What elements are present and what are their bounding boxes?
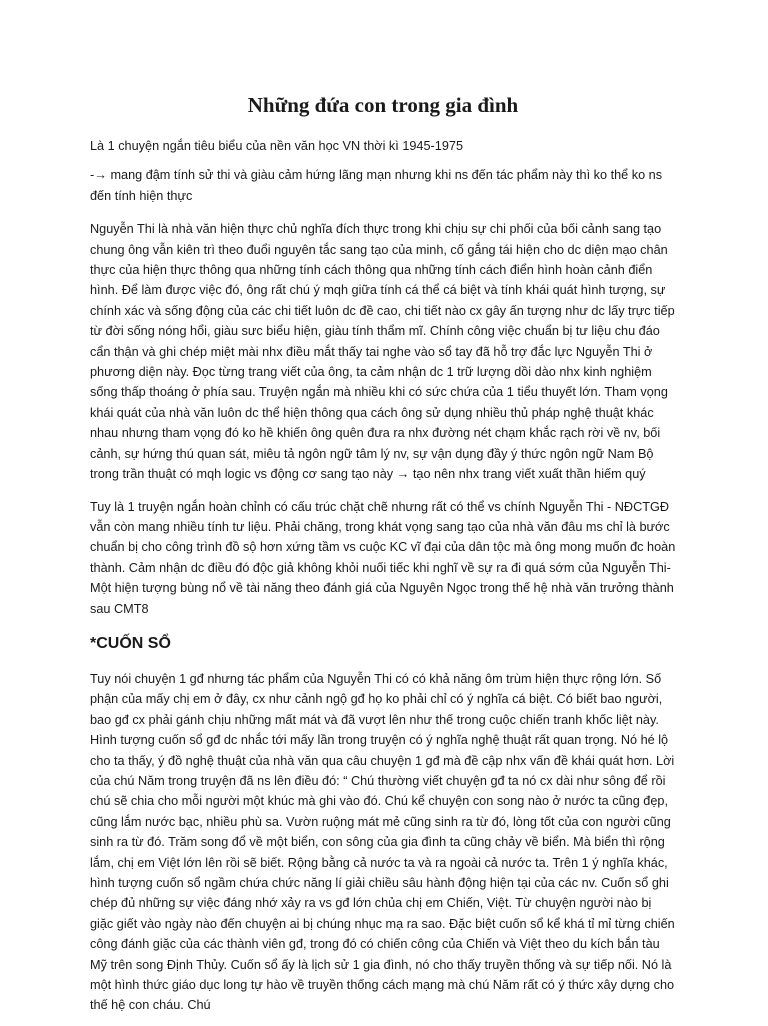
paragraph-1: Nguyễn Thi là nhà văn hiện thực chủ nghĩa đích thực trong khi chịu sự chi phối của bối cảnh sang tạo chung ông vẫn kiên trì theo đuổi nguyên tắc sang tạo của minh, cố gắng tái hiện cho dc diện mạo chân thực của hiện thực thông qua những tính cách thông qua những tính cách điển hình hoàn cảnh điển hình. Để làm được việc đó, ông rất chú ý mqh giữa tính cá thể cá biệt và tính khái quát hình tượng, sự chính xác và sống động của các chi tiết luôn dc đề cao, chi tiết nào cx gây ấn tượng như dc lấy trực tiếp từ đời sống nóng hổi, giàu sưc biểu hiện, giàu tính thẩm mĩ. Chính công việc chuẩn bị tư liệu chu đáo cẩn thận và ghi chép miệt mài nhx điều mắt thấy tai nghe vào sổ tay đã hỗ trợ đắc lực Nguyễn Thi ở phương diện này. Đọc từng trang viết của ông, ta cảm nhận dc 1 trữ lượng dồi dào nhx kinh nghiệm sống thấp thoáng ở phía sau. Truyện ngắn mà nhiều khi có sức chứa của 1 tiểu thuyết lớn. Tham vọng khái quát của nhà văn luôn dc thể hiện thông qua cách ông sử dụng nhiều thủ pháp nghệ thuật khác nhau nhưng tham vọng đó ko hề khiến ông quên đưa ra nhx đường nét chạm khắc rạch rời về nv, bối cảnh, sự hứng thú quan sát, miêu tả ngôn ngữ tâm lý nv, sự vận dụng đầy ý thức ngôn ngữ Nam Bộ trong trần thuật có mqh logic vs động cơ sang tạo này → tạo nên nhx trang viết xuất thần hiếm quý — [90, 222, 675, 482]
intro-line: Là 1 chuyện ngắn tiêu biểu của nền văn học VN thời kì 1945-1975 — [90, 139, 463, 153]
document-page — [90, 92, 676, 1026]
arrow-line: -→ mang đậm tính sử thi và giàu cảm hứng lãng mạn nhưng khi ns đến tác phẩm này thì ko thể ko ns đến tính hiện thực — [90, 168, 663, 203]
section-heading: *CUỐN SỔ — [90, 634, 171, 652]
paragraph-3: Tuy nói chuyện 1 gđ nhưng tác phẩm của Nguyễn Thi có có khả năng ôm trùm hiện thực rộng lớn. Số phận của mấy chị em ở đây, cx như cảnh ngộ gđ họ ko phải chỉ có ý nghĩa cá biệt. Có biết bao người, bao gđ cx phải gánh chịu những mất mát và đã vượt lên như thế trong cuộc chiến tranh khốc liệt này. Hình tượng cuốn sổ gđ dc nhắc tới mấy lần trong truyện có ý nghĩa nghệ thuật rất quan trọng. Nó hé lộ cho ta thấy, ý đồ nghệ thuật của nhà văn qua câu chuyện 1 gđ mà đề cập nhx vấn đề khái quát hơn. Lời của chú Năm trong truyện đã ns lên điều đó: “ Chú thường viết chuyện gđ ta nó cx dài như sông để rồi chú sẽ chia cho mỗi người một khúc mà ghi vào đó. Chú kể chuyện con song nào ở nước ta cũng đẹp, cũng lắm nước bạc, nhiều phù sa. Vườn ruộng mát mẻ cũng sinh ra từ đó, lòng tốt của con người cũng sinh ra từ đó. Trăm song đổ về một biển, con sông của gia đình ta cũng chảy về biển. Mà biển thì rộng lắm, chị em Việt lớn lên rồi sẽ biết. Rộng bằng cả nước ta và ra ngoài cả nước ta. Trên 1 ý nghĩa khác, hình tượng cuốn sổ ngầm chứa chức năng lí giải chiều sâu hành động hiện tại của các nv. Cuốn sổ ghi chép đủ những sự việc đáng nhớ xảy ra vs gđ lớn chủa chị em Chiến, Việt. Từ chuyện người nào bị giặc giết vào ngày nào đến chuyện ai bị chúng nhục mạ ra sao. Đặc biệt cuốn sổ kể khá tỉ mỉ từng chiến công đánh giặc của các thành viên gđ, trong đó có chiến công của Chiến và Việt theo du kích bắn tàu Mỹ trên song Định Thủy. Cuốn sổ ấy là lịch sử 1 gia đình, nó cho thấy truyền thống và sự tiếp nối. Nó là một hình thức giáo dục long tự hào về truyền thống cách mạng mà chú Năm rất có ý thức xây dựng cho thế hệ con cháu. Chú — [90, 671, 675, 1013]
document-title: Những đứa con trong gia đình — [247, 93, 519, 117]
paragraph-2: Tuy là 1 truyện ngắn hoàn chỉnh có cấu trúc chặt chẽ nhưng rất có thể vs chính Nguyễn Thi - NĐCTGĐ vẫn còn mang nhiều tính tư liệu. Phải chăng, trong khát vọng sang tạo của nhà văn đâu ms chỉ là bước chuẩn bị cho công trình đồ sộ hơn xứng tầm vs cuộc KC vĩ đại của dân tộc mà ông mong muốn đc hoàn thành. Cảm nhận dc điều đó độc giả không khỏi nuối tiếc khi nghĩ về sự ra đi quá sớm của Nguyễn Thi- Một hiện tượng bùng nổ về tài năng theo đánh giá của Nguyên Ngọc trong thế hệ nhà văn trưởng thành sau CMT8 — [90, 499, 676, 616]
